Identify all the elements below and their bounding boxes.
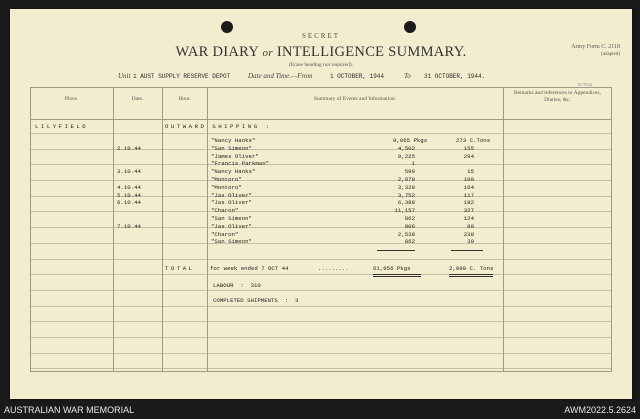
entry-tons: 100	[463, 176, 474, 183]
entry-pkgs: 3,328	[397, 184, 415, 191]
date-rule	[113, 87, 114, 372]
table-bottom-rule	[30, 371, 612, 372]
print-code: 15-7032	[577, 82, 592, 87]
entry-pkgs: 1	[411, 160, 415, 167]
row-rule	[30, 353, 612, 354]
left-rule	[30, 87, 31, 372]
entry-date: 6.10.44	[117, 199, 141, 206]
secret-marking: SECRET	[301, 32, 341, 40]
column-summary: Summary of Events and Information.	[313, 96, 397, 102]
entry-vessel: "Nancy Hanks"	[211, 137, 256, 144]
pkgs-underline	[377, 250, 415, 251]
entry-tons: 238	[463, 231, 474, 238]
total-description: for week ended 7 OCT 44	[210, 265, 289, 272]
column-date: Date.	[131, 96, 144, 102]
entry-tons: 182	[463, 199, 474, 206]
row-rule	[30, 164, 612, 165]
column-place: Place.	[64, 96, 79, 102]
from-value: 1 OCTOBER, 1944	[330, 73, 385, 80]
entry-vessel: "Montoro"	[211, 184, 242, 191]
header-rule	[30, 119, 612, 120]
entry-tons: 327	[463, 207, 474, 214]
entry-pkgs: 906	[404, 223, 415, 230]
entry-date: 7.10.44	[117, 223, 141, 230]
entry-vessel: "Jas Oliver"	[211, 223, 252, 230]
entry-date: 4.10.44	[117, 184, 141, 191]
entry-vessel: "San Simeon"	[211, 215, 252, 222]
entry-tons: 164	[463, 184, 474, 191]
entry-vessel: "San Simeon"	[211, 238, 252, 245]
entry-vessel: "Francis Parkman"	[211, 160, 270, 167]
form-title: WAR DIARY or INTELLIGENCE SUMMARY.	[175, 44, 467, 60]
tons-underline	[451, 250, 483, 251]
total-pkgs: 61,056 Pkgs	[373, 265, 411, 272]
total-tons-underline	[449, 274, 493, 275]
row-rule	[30, 290, 612, 291]
entry-vessel: "Charon"	[211, 207, 239, 214]
erase-note: (Erase heading not required).	[288, 62, 354, 68]
entry-tons: 117	[463, 192, 474, 199]
unit-value: 1 AUST SUPPLY RESERVE DEPOT	[133, 73, 231, 80]
place-name: LILYFIELD	[35, 123, 89, 130]
entry-pkgs: 11,157	[394, 207, 415, 214]
entry-tons: 155	[463, 145, 474, 152]
entry-pkgs: 6,388	[397, 199, 415, 206]
entry-tons: 294	[463, 153, 474, 160]
remarks-rule	[503, 87, 504, 372]
entry-vessel: "Nancy Hanks"	[211, 168, 256, 175]
total-tons: 2,099 C. Tons	[449, 265, 494, 272]
unit-label: Unit	[118, 72, 131, 80]
entry-vessel: "Jas Oliver"	[211, 192, 252, 199]
row-rule	[30, 243, 612, 244]
archive-reference: AWM2022.5.2624	[564, 405, 636, 415]
entry-pkgs: 862	[404, 238, 415, 245]
entry-pkgs: 9,065 Pkgs	[393, 137, 428, 144]
archive-name: AUSTRALIAN WAR MEMORIAL	[4, 405, 135, 415]
total-pkgs-underline-2	[373, 276, 421, 277]
section-heading: OUTWARD SHIPPING :	[165, 123, 272, 130]
row-rule	[30, 337, 612, 338]
completed-shipments-line: COMPLETED SHIPMENTS : 3	[213, 297, 299, 304]
to-label: To	[404, 72, 411, 80]
column-hour: Hour.	[178, 96, 191, 102]
entry-pkgs: 2,870	[397, 176, 415, 183]
row-rule	[30, 274, 612, 275]
row-rule	[30, 321, 612, 322]
total-label: TOTAL	[165, 265, 195, 272]
entry-date: 5.10.44	[117, 192, 141, 199]
column-remarks: Remarks and references to Appendices, Diaries, &c.	[514, 90, 601, 104]
date-label: Date and Time.—From	[248, 72, 313, 80]
entry-vessel: "Charon"	[211, 231, 239, 238]
entry-date: 2.10.44	[117, 145, 141, 152]
entry-vessel: "Jas Oliver"	[211, 199, 252, 206]
army-form-number: Army Form C. 2118 (adapted)	[571, 44, 620, 58]
entry-tons: 30	[467, 238, 474, 245]
entry-vessel: "Montoro"	[211, 176, 242, 183]
total-pkgs-underline	[373, 274, 421, 275]
entry-tons: 124	[463, 215, 474, 222]
entry-pkgs: 2,538	[397, 231, 415, 238]
row-rule	[30, 368, 612, 369]
row-rule	[30, 259, 612, 260]
hour-rule	[162, 87, 163, 372]
entry-tons: 15	[467, 168, 474, 175]
entry-pkgs: 4,502	[397, 145, 415, 152]
row-rule	[30, 133, 612, 134]
to-value: 31 OCTOBER, 1944.	[424, 73, 486, 80]
diary-page	[10, 9, 632, 399]
entry-date: 3.10.44	[117, 168, 141, 175]
row-rule	[30, 211, 612, 212]
entry-pkgs: 862	[404, 215, 415, 222]
total-tons-underline-2	[449, 276, 493, 277]
row-rule	[30, 306, 612, 307]
row-rule	[30, 180, 612, 181]
right-rule	[611, 87, 612, 372]
entry-tons: 273 C.Tons	[456, 137, 491, 144]
entry-pkgs: 3,752	[397, 192, 415, 199]
entry-pkgs: 590	[404, 168, 415, 175]
entry-vessel: "San Simeon"	[211, 145, 252, 152]
entry-pkgs: 9,225	[397, 153, 415, 160]
total-dots: .........	[318, 265, 349, 272]
entry-tons: 80	[467, 223, 474, 230]
entry-vessel: "James Oliver"	[211, 153, 259, 160]
table-top-rule	[30, 87, 612, 88]
labour-line: LABOUR : 310	[213, 282, 261, 289]
